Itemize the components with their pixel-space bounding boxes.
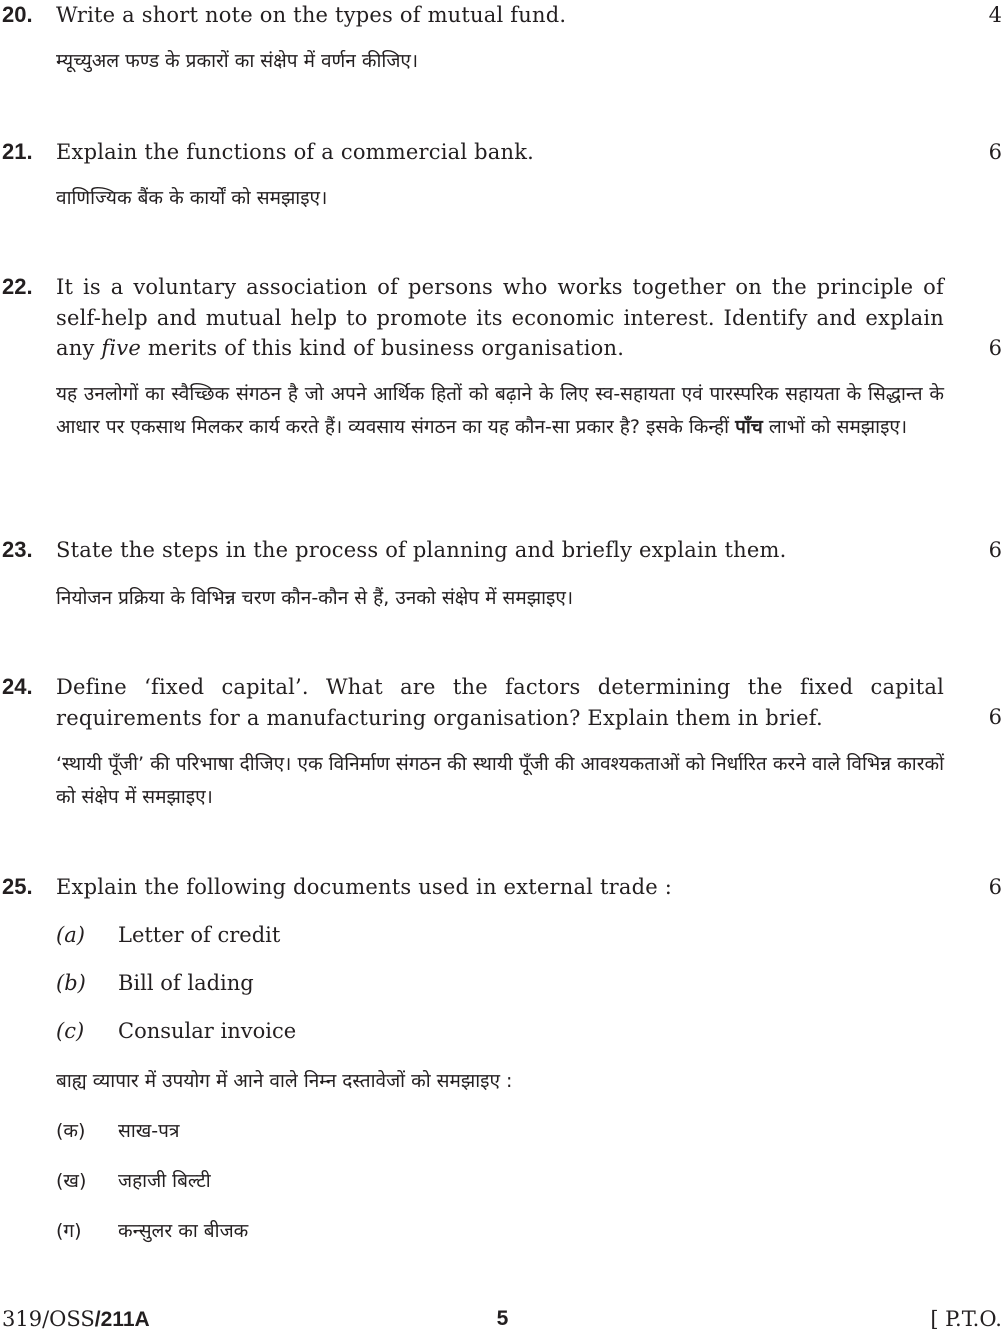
question-text-hindi: नियोजन प्रक्रिया के विभिन्न चरण कौन-कौन से हैं, उनको संक्षेप में समझाइए।	[56, 587, 574, 609]
question-text-english: Write a short note on the types of mutual fund.	[56, 3, 567, 27]
question-text-hindi: म्यूच्युअल फण्ड के प्रकारों का संक्षेप में वर्णन कीजिए।	[56, 50, 419, 72]
marks: 6	[988, 875, 1002, 899]
hindi-option-ka: (क) साख-पत्र	[56, 1120, 180, 1142]
question-number: 23.	[2, 537, 33, 562]
question-text-english: State the steps in the process of planning and briefly explain them.	[56, 538, 787, 562]
page-number: 5	[496, 1307, 509, 1330]
question-text-hindi: ‘स्थायी पूँजी’ की परिभाषा दीजिए। एक विनिर्माण संगठन की स्थायी पूँजी की आवश्यकताओं को निर्धारित करने वाले विभिन्न कारकों को संक्षेप में समझाइए।	[56, 753, 944, 808]
marks: 6	[988, 705, 1002, 729]
marks: 4	[988, 3, 1002, 27]
marks: 6	[988, 336, 1002, 360]
question-text-english: Explain the following documents used in external trade :	[56, 875, 672, 899]
page-footer	[0, 1306, 1005, 1332]
option-c: (c) Consular invoice	[56, 1019, 297, 1043]
question-text-english: Explain the functions of a commercial bank.	[56, 140, 535, 164]
question-number: 21.	[2, 139, 33, 164]
marks: 6	[988, 140, 1002, 164]
option-b: (b) Bill of lading	[56, 971, 254, 995]
question-text-hindi: वाणिज्यिक बैंक के कार्यों को समझाइए।	[56, 187, 328, 209]
emphasis: पाँच	[735, 416, 763, 438]
option-a: (a) Letter of credit	[56, 923, 281, 947]
question-number: 24.	[2, 674, 33, 699]
question-number: 20.	[2, 2, 33, 27]
marks: 6	[988, 538, 1002, 562]
hindi-option-ga: (ग) कन्सुलर का बीजक	[56, 1220, 249, 1242]
question-number: 22.	[2, 274, 33, 299]
paper-code: 319/OSS/211A	[2, 1307, 150, 1331]
question-text-hindi: यह उनलोगों का स्वैच्छिक संगठन है जो अपने आर्थिक हितों को बढ़ाने के लिए स्व-सहायता एवं पारस्परिक सहायता के सिद्धान्त के आधार पर एकसाथ मिलकर कार्य करते हैं। व्यवसाय संगठन का यह कौन-सा प्रकार है? इसके किन्हीं पाँच लाभों को समझाइए।	[56, 383, 944, 438]
question-text-english: It is a voluntary association of persons who works together on the principle of self-help and mutual help to promote its economic interest. Identify and explain any five merits of this kind of business organisation.	[56, 275, 944, 360]
emphasis: five	[101, 336, 141, 360]
hindi-option-kha: (ख) जहाजी बिल्टी	[56, 1170, 211, 1192]
pto-label: [ P.T.O.	[930, 1307, 1002, 1331]
question-number: 25.	[2, 874, 33, 899]
question-text-hindi: बाह्य व्यापार में उपयोग में आने वाले निम्न दस्तावेजों को समझाइए :	[56, 1070, 513, 1092]
question-text-english: Define ‘fixed capital’. What are the factors determining the fixed capital requirements for a manufacturing organisation? Explain them in brief.	[56, 675, 944, 730]
